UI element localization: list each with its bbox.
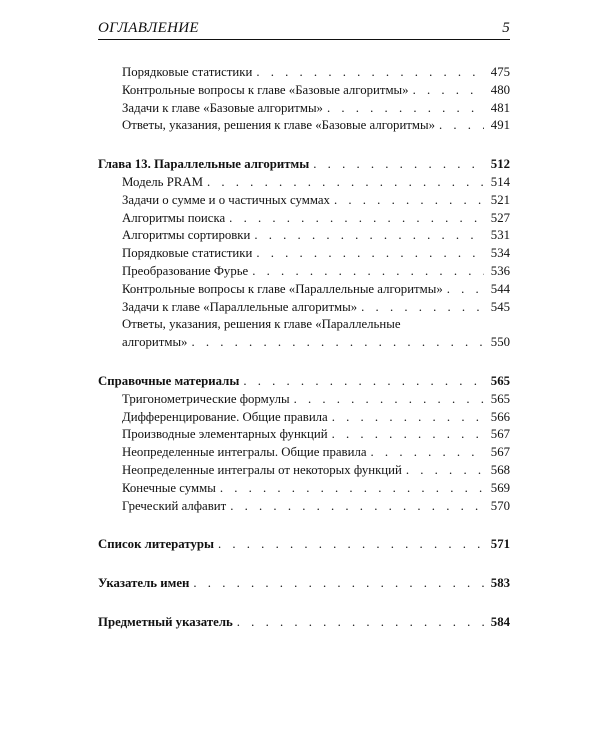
toc-entry-page: 475 bbox=[490, 65, 510, 79]
leader-dots bbox=[229, 210, 484, 228]
leader-dots bbox=[447, 281, 484, 299]
leader-dots bbox=[218, 536, 484, 554]
leader-dots bbox=[332, 409, 484, 427]
running-header bbox=[98, 14, 510, 40]
toc-entry-title: Неопределенные интегралы от некоторых функций bbox=[122, 462, 402, 477]
toc-entry[interactable] bbox=[98, 462, 510, 480]
toc-entry-page: 491 bbox=[490, 118, 510, 133]
toc-entry-page: 550 bbox=[490, 335, 510, 350]
toc-entry-title: Преобразование Фурье bbox=[122, 263, 249, 278]
toc-entry-page: 521 bbox=[490, 192, 510, 207]
toc-chapter-entry[interactable] bbox=[98, 614, 510, 632]
leader-dots bbox=[230, 498, 484, 516]
header-title: ОГЛАВЛЕНИЕ bbox=[98, 20, 199, 36]
toc-entry-page: 544 bbox=[490, 281, 510, 296]
leader-dots bbox=[313, 156, 484, 174]
toc-entry-title: Порядковые статистики bbox=[122, 246, 253, 261]
leader-dots bbox=[294, 391, 484, 409]
toc-chapter-page: 584 bbox=[490, 614, 510, 629]
leader-dots bbox=[256, 245, 484, 263]
leader-dots bbox=[256, 64, 484, 82]
toc-entry-title-line2: алгоритмы» bbox=[122, 335, 188, 350]
toc-chapter-entry[interactable] bbox=[98, 373, 510, 391]
toc-entry[interactable] bbox=[98, 117, 510, 135]
leader-dots bbox=[406, 462, 484, 480]
toc-entry[interactable] bbox=[98, 480, 510, 498]
toc-chapter-page: 583 bbox=[490, 576, 510, 591]
leader-dots bbox=[237, 614, 484, 632]
leader-dots bbox=[327, 100, 484, 118]
toc-entry-title: Задачи к главе «Базовые алгоритмы» bbox=[122, 100, 323, 115]
toc-entry[interactable] bbox=[98, 316, 510, 352]
toc-entry[interactable] bbox=[98, 192, 510, 210]
toc-entry-title-line1: Ответы, указания, решения к главе «Параллельные bbox=[122, 317, 401, 332]
toc-entry-page: 566 bbox=[490, 409, 510, 424]
toc-chapter-entry[interactable] bbox=[98, 575, 510, 593]
toc-entry-title: Тригонометрические формулы bbox=[122, 391, 290, 406]
leader-dots bbox=[371, 444, 484, 462]
toc-entry[interactable] bbox=[98, 210, 510, 228]
toc-entry-title: Задачи к главе «Параллельные алгоритмы» bbox=[122, 299, 358, 314]
toc-entry[interactable] bbox=[98, 245, 510, 263]
toc-entry-title: Алгоритмы поиска bbox=[122, 210, 226, 225]
toc-entry-title: Ответы, указания, решения к главе «Базовые алгоритмы» bbox=[122, 118, 435, 133]
toc-entry[interactable] bbox=[98, 281, 510, 299]
toc-entry-title: Задачи о сумме и о частичных суммах bbox=[122, 192, 330, 207]
table-of-contents bbox=[98, 64, 510, 632]
toc-entry-page: 567 bbox=[490, 445, 510, 460]
toc-entry-title: Модель PRAM bbox=[122, 174, 203, 189]
toc-chapter-entry[interactable] bbox=[98, 156, 510, 174]
toc-entry-page: 545 bbox=[490, 299, 510, 314]
toc-entry-title: Неопределенные интегралы. Общие правила bbox=[122, 445, 367, 460]
toc-entry-page: 569 bbox=[490, 480, 510, 495]
toc-chapter-page: 565 bbox=[490, 373, 510, 388]
toc-entry-page: 531 bbox=[490, 228, 510, 243]
toc-chapter-title: Список литературы bbox=[98, 537, 214, 552]
toc-entry[interactable] bbox=[98, 391, 510, 409]
toc-entry[interactable] bbox=[98, 263, 510, 281]
leader-dots bbox=[243, 373, 484, 391]
header-page-number: 5 bbox=[502, 20, 510, 36]
toc-chapter-title: Глава 13. Параллельные алгоритмы bbox=[98, 157, 310, 172]
leader-dots bbox=[334, 192, 484, 210]
toc-entry-line2 bbox=[122, 334, 510, 352]
leader-dots bbox=[254, 227, 484, 245]
toc-entry-page: 565 bbox=[490, 391, 510, 406]
toc-chapter-page: 571 bbox=[490, 537, 510, 552]
toc-entry-title: Контрольные вопросы к главе «Базовые алгоритмы» bbox=[122, 82, 409, 97]
toc-entry[interactable] bbox=[98, 100, 510, 118]
toc-entry[interactable] bbox=[98, 64, 510, 82]
leader-dots bbox=[220, 480, 484, 498]
toc-entry-title: Контрольные вопросы к главе «Параллельные алгоритмы» bbox=[122, 281, 443, 296]
toc-entry-title: Порядковые статистики bbox=[122, 65, 253, 79]
toc-chapter-title: Предметный указатель bbox=[98, 614, 233, 629]
toc-entry-page: 527 bbox=[490, 210, 510, 225]
toc-entry-page: 514 bbox=[490, 174, 510, 189]
toc-entry-page: 568 bbox=[490, 462, 510, 477]
toc-entry-title: Греческий алфавит bbox=[122, 498, 227, 513]
toc-entry-title: Производные элементарных функций bbox=[122, 427, 328, 442]
toc-entry[interactable] bbox=[98, 227, 510, 245]
leader-dots bbox=[361, 299, 484, 317]
toc-entry[interactable] bbox=[98, 444, 510, 462]
toc-entry-title: Алгоритмы сортировки bbox=[122, 228, 251, 243]
leader-dots bbox=[439, 117, 484, 135]
toc-chapter-page: 512 bbox=[490, 157, 510, 172]
toc-entry-title: Дифференцирование. Общие правила bbox=[122, 409, 328, 424]
toc-entry[interactable] bbox=[98, 426, 510, 444]
toc-entry[interactable] bbox=[98, 82, 510, 100]
toc-entry-page: 480 bbox=[490, 82, 510, 97]
toc-entry[interactable] bbox=[98, 409, 510, 427]
toc-chapter-entry[interactable] bbox=[98, 536, 510, 554]
leader-dots bbox=[413, 82, 484, 100]
toc-entry-page: 570 bbox=[490, 498, 510, 513]
leader-dots bbox=[332, 426, 484, 444]
toc-entry[interactable] bbox=[98, 299, 510, 317]
leader-dots bbox=[193, 575, 484, 593]
toc-entry-page: 534 bbox=[490, 246, 510, 261]
toc-entry-page: 481 bbox=[490, 100, 510, 115]
leader-dots bbox=[191, 334, 484, 352]
toc-chapter-title: Указатель имен bbox=[98, 576, 190, 591]
toc-entry[interactable] bbox=[98, 498, 510, 516]
toc-chapter-title: Справочные материалы bbox=[98, 373, 240, 388]
toc-entry-title: Конечные суммы bbox=[122, 480, 216, 495]
leader-dots bbox=[207, 174, 484, 192]
toc-entry-page: 536 bbox=[490, 263, 510, 278]
toc-entry-page: 567 bbox=[490, 427, 510, 442]
toc-entry[interactable] bbox=[98, 174, 510, 192]
leader-dots bbox=[252, 263, 484, 281]
